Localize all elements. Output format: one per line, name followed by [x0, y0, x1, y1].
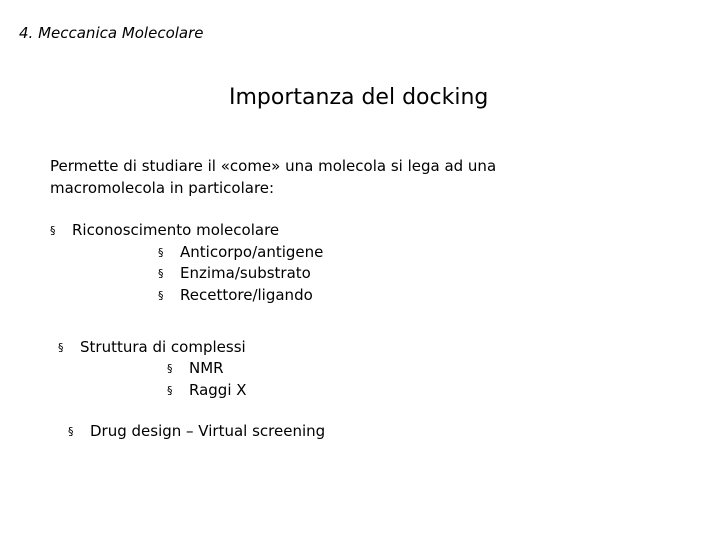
bullet-label: Struttura di complessi	[80, 338, 246, 356]
section-header: 4. Meccanica Molecolare	[19, 24, 204, 42]
sub-bullet-item	[158, 285, 313, 306]
sub-bullet-label: Anticorpo/antigene	[180, 243, 324, 261]
bullet-label: Drug design – Virtual screening	[90, 422, 326, 440]
bullet-item-riconoscimento	[50, 220, 279, 241]
sub-bullet-label: Raggi X	[189, 381, 247, 399]
bullet-icon: §	[50, 224, 56, 237]
bullet-icon: §	[167, 384, 173, 397]
bullet-label: Riconoscimento molecolare	[72, 221, 280, 239]
intro-line: macromolecola in particolare:	[50, 179, 275, 197]
sub-bullet-label: NMR	[189, 359, 224, 377]
bullet-item-struttura	[58, 337, 246, 358]
intro-paragraph	[50, 155, 520, 199]
sub-bullet-item	[158, 263, 311, 284]
bullet-icon: §	[167, 362, 173, 375]
bullet-item-drug-design	[68, 421, 325, 442]
bullet-icon: §	[158, 246, 164, 259]
bullet-icon: §	[158, 267, 164, 280]
slide-title: Importanza del docking	[229, 85, 489, 110]
bullet-icon: §	[58, 341, 64, 354]
bullet-icon: §	[158, 289, 164, 302]
sub-bullet-label: Recettore/ligando	[180, 286, 313, 304]
sub-bullet-item	[158, 242, 323, 263]
bullet-icon: §	[68, 425, 74, 438]
sub-bullet-item	[167, 380, 247, 401]
sub-bullet-item	[167, 358, 224, 379]
sub-bullet-label: Enzima/substrato	[180, 264, 311, 282]
intro-line: Permette di studiare il «come» una molecola si lega ad una	[50, 157, 497, 175]
